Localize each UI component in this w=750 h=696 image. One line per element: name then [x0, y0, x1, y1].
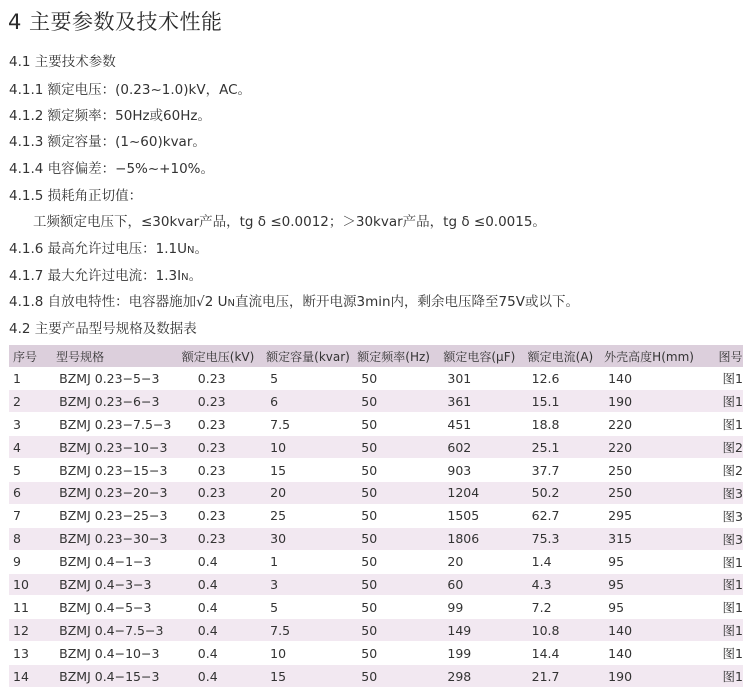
table-row: [9, 504, 743, 527]
cell-frequency: 50: [361, 370, 378, 386]
cell-voltage: 0.4: [180, 642, 264, 665]
cell-voltage: 0.23: [180, 504, 264, 527]
cell-capacitance: 1204: [441, 481, 525, 504]
cell-model: BZMJ 0.23−6−3: [54, 390, 180, 413]
cell-capacity: 25: [264, 504, 355, 527]
cell-frequency: 50: [355, 550, 441, 573]
cell-model: BZMJ 0.4−3−3: [54, 573, 180, 596]
cell-index: 12: [9, 619, 54, 642]
header-capacitance: 额定电容(μF): [443, 349, 516, 364]
cell-frequency: 50: [355, 642, 441, 665]
cell-index: 4: [9, 436, 54, 459]
cell-current: 4.3: [526, 573, 603, 596]
cell-index: 6: [9, 481, 54, 504]
cell-figure: 图1: [717, 596, 743, 619]
cell-index: 5: [9, 459, 54, 482]
table-row: [9, 573, 743, 596]
cell-voltage: 0.4: [180, 619, 264, 642]
cell-capacity: 6: [264, 390, 355, 413]
cell-model: BZMJ 0.4−1−3: [54, 550, 180, 573]
section-title: 4.1 主要技术参数: [9, 54, 116, 70]
cell-height: 190: [602, 665, 716, 688]
spec-capacitance-deviation: 4.1.4 电容偏差：−5%~+10%。: [9, 161, 214, 177]
cell-capacitance: 451: [441, 413, 525, 436]
cell-height: 95: [602, 573, 716, 596]
cell-index: 3: [9, 413, 54, 436]
cell-index: 1: [13, 370, 21, 386]
spec-rated-capacity: 4.1.3 额定容量：(1~60)kvar。: [9, 134, 206, 150]
cell-height: 250: [602, 481, 716, 504]
cell-index: 2: [9, 390, 54, 413]
cell-current: 12.6: [531, 370, 560, 386]
table-row: [9, 390, 743, 413]
cell-index: 7: [9, 504, 54, 527]
cell-model: BZMJ 0.23−15−3: [54, 459, 180, 482]
cell-figure: 图1: [717, 550, 743, 573]
cell-capacity: 3: [264, 573, 355, 596]
cell-current: 62.7: [526, 504, 603, 527]
cell-height: 140: [608, 370, 633, 386]
cell-model: BZMJ 0.4−15−3: [54, 665, 180, 688]
table-row: [9, 367, 743, 390]
cell-capacity: 15: [264, 665, 355, 688]
cell-current: 75.3: [526, 527, 603, 550]
cell-voltage: 0.4: [180, 550, 264, 573]
cell-current: 1.4: [526, 550, 603, 573]
cell-voltage: 0.23: [180, 481, 264, 504]
header-model: 型号规格: [56, 349, 105, 364]
header-height: 外壳高度H(mm): [604, 349, 694, 364]
cell-model: BZMJ 0.23−20−3: [54, 481, 180, 504]
cell-figure: 图3: [717, 504, 743, 527]
cell-model: BZMJ 0.23−5−3: [59, 370, 160, 386]
cell-capacity: 1: [264, 550, 355, 573]
cell-frequency: 50: [355, 413, 441, 436]
table-row: [9, 481, 743, 504]
header-figure: 图号: [718, 349, 743, 364]
cell-voltage: 0.4: [180, 596, 264, 619]
header-index: 序号: [13, 349, 38, 364]
cell-index: 10: [9, 573, 54, 596]
cell-figure: 图1: [717, 665, 743, 688]
table-row: [9, 550, 743, 573]
page-title: 4 主要参数及技术性能: [8, 10, 223, 34]
cell-current: 15.1: [526, 390, 603, 413]
cell-capacitance: 199: [441, 642, 525, 665]
cell-capacity: 10: [264, 642, 355, 665]
cell-voltage: 0.23: [180, 390, 264, 413]
cell-height: 250: [602, 459, 716, 482]
spec-self-discharge: 4.1.8 自放电特性：电容器施加√2 UN直流电压，断开电源3min内，剩余电压降至75V或以下。: [9, 294, 579, 310]
cell-figure: 图1: [717, 413, 743, 436]
cell-height: 140: [602, 642, 716, 665]
cell-current: 50.2: [526, 481, 603, 504]
cell-capacitance: 99: [441, 596, 525, 619]
cell-index: 8: [9, 527, 54, 550]
cell-voltage: 0.23: [197, 370, 226, 386]
table-header-row: [9, 345, 743, 367]
cell-figure: 图3: [717, 527, 743, 550]
spec-loss-tangent: 4.1.5 损耗角正切值：: [9, 188, 143, 204]
table-row: [9, 596, 743, 619]
cell-current: 10.8: [526, 619, 603, 642]
table-row: [9, 459, 743, 482]
header-voltage: 额定电压(kV): [181, 349, 255, 364]
cell-voltage: 0.23: [180, 459, 264, 482]
table-row: [9, 619, 743, 642]
cell-height: 220: [602, 413, 716, 436]
cell-current: 25.1: [526, 436, 603, 459]
cell-figure: 图2: [717, 436, 743, 459]
cell-current: 14.4: [526, 642, 603, 665]
cell-voltage: 0.4: [180, 665, 264, 688]
cell-capacitance: 60: [441, 573, 525, 596]
cell-frequency: 50: [355, 527, 441, 550]
spec-rated-frequency: 4.1.2 额定频率：50Hz或60Hz。: [9, 108, 211, 124]
cell-height: 220: [602, 436, 716, 459]
cell-capacity: 7.5: [264, 619, 355, 642]
cell-height: 95: [602, 596, 716, 619]
cell-height: 315: [602, 527, 716, 550]
cell-frequency: 50: [355, 436, 441, 459]
table-row: [9, 642, 743, 665]
cell-figure: 图3: [717, 481, 743, 504]
cell-frequency: 50: [355, 390, 441, 413]
cell-index: 13: [9, 642, 54, 665]
cell-current: 18.8: [526, 413, 603, 436]
cell-capacity: 7.5: [264, 413, 355, 436]
cell-current: 37.7: [526, 459, 603, 482]
spec-max-overvoltage: 4.1.6 最高允许过电压：1.1UN。: [9, 241, 208, 257]
cell-frequency: 50: [355, 504, 441, 527]
cell-frequency: 50: [355, 596, 441, 619]
cell-model: BZMJ 0.23−30−3: [54, 527, 180, 550]
header-capacity: 额定容量(kvar): [266, 349, 350, 364]
cell-capacitance: 20: [441, 550, 525, 573]
table-row: [9, 436, 743, 459]
cell-capacitance: 301: [447, 370, 472, 386]
cell-capacitance: 149: [441, 619, 525, 642]
cell-frequency: 50: [355, 665, 441, 688]
cell-capacitance: 298: [441, 665, 525, 688]
spec-rated-voltage: 4.1.1 额定电压：(0.23~1.0)kV，AC。: [9, 82, 251, 98]
cell-capacity: 30: [264, 527, 355, 550]
cell-current: 21.7: [526, 665, 603, 688]
cell-capacity: 5: [270, 370, 279, 386]
table-row: [9, 527, 743, 550]
cell-height: 295: [602, 504, 716, 527]
cell-frequency: 50: [355, 481, 441, 504]
cell-index: 11: [9, 596, 54, 619]
cell-voltage: 0.23: [180, 527, 264, 550]
cell-capacitance: 602: [441, 436, 525, 459]
cell-figure: 图2: [717, 459, 743, 482]
cell-figure: 图1: [722, 371, 743, 387]
cell-frequency: 50: [355, 459, 441, 482]
spec-loss-tangent-detail: 工频额定电压下，≤30kvar产品，tg δ ≤0.0012；＞30kvar产品，tg δ ≤0.0015。: [33, 214, 546, 230]
cell-figure: 图1: [717, 619, 743, 642]
header-current: 额定电流(A): [527, 349, 594, 364]
cell-voltage: 0.23: [180, 436, 264, 459]
cell-model: BZMJ 0.23−25−3: [54, 504, 180, 527]
product-spec-table: [9, 345, 743, 687]
cell-index: 9: [9, 550, 54, 573]
cell-figure: 图1: [717, 573, 743, 596]
cell-current: 7.2: [526, 596, 603, 619]
table-row: [9, 665, 743, 688]
cell-capacitance: 1505: [441, 504, 525, 527]
cell-model: BZMJ 0.4−10−3: [54, 642, 180, 665]
cell-model: BZMJ 0.4−5−3: [54, 596, 180, 619]
cell-voltage: 0.23: [180, 413, 264, 436]
table-row: [9, 413, 743, 436]
cell-capacitance: 361: [441, 390, 525, 413]
cell-model: BZMJ 0.4−7.5−3: [54, 619, 180, 642]
cell-model: BZMJ 0.23−7.5−3: [54, 413, 180, 436]
cell-frequency: 50: [355, 619, 441, 642]
cell-capacity: 10: [264, 436, 355, 459]
cell-index: 14: [9, 665, 54, 688]
cell-capacity: 5: [264, 596, 355, 619]
cell-capacity: 15: [264, 459, 355, 482]
cell-figure: 图1: [717, 390, 743, 413]
cell-capacitance: 1806: [441, 527, 525, 550]
cell-model: BZMJ 0.23−10−3: [54, 436, 180, 459]
cell-height: 95: [602, 550, 716, 573]
cell-height: 190: [602, 390, 716, 413]
cell-capacitance: 903: [441, 459, 525, 482]
cell-frequency: 50: [355, 573, 441, 596]
cell-capacity: 20: [264, 481, 355, 504]
cell-figure: 图1: [717, 642, 743, 665]
header-frequency: 额定频率(Hz): [357, 349, 430, 364]
cell-voltage: 0.4: [180, 573, 264, 596]
cell-height: 140: [602, 619, 716, 642]
table-title: 4.2 主要产品型号规格及数据表: [9, 321, 197, 337]
spec-max-overcurrent: 4.1.7 最大允许过电流：1.3IN。: [9, 268, 203, 284]
